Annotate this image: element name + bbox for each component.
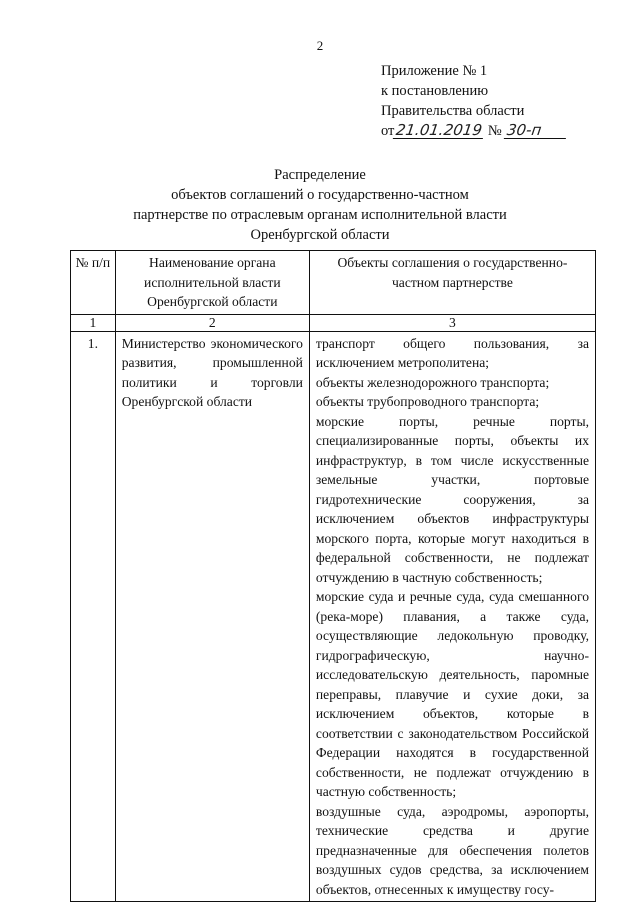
- date-signature: 21.01.2019: [395, 121, 484, 139]
- title-line-3: партнерстве по отраслевым органам исполнительной власти: [133, 207, 507, 223]
- object-item: объекты железнодорожного транспорта;: [315, 374, 550, 390]
- document-title: [0, 165, 640, 245]
- table-row: [71, 331, 596, 902]
- column-number-3: 3: [309, 314, 595, 331]
- object-item: морские порты, речные порты, специализированные порты, объекты их инфраструктур, в том числе искусственные земельные участки, портовые гидротехнические сооружения, за исключением объектов инфраструктуры морского порта, которые могут находиться в федеральной собственности, не подлежат отчуждению в частную собственность;: [315, 413, 589, 585]
- number-label: №: [487, 123, 502, 139]
- header-number: № п/п: [71, 251, 116, 315]
- title-line-4: Оренбургской области: [250, 227, 390, 243]
- object-item: морские суда и речные суда, суда смешанного (река-море) плавания, а также суда, осуществляющие ледокольную проводку, гидрографическую, научно-исследовательскую деятельность, паромные переправы, плавучие и сухие доки, за исключением объектов, которые в соответствии с законодательством Российской Федерации находятся в государственной собственности, не подлежат отчуждению в частную собственность;: [315, 589, 589, 799]
- from-label: от: [381, 123, 395, 139]
- column-number-1: 1: [71, 314, 116, 331]
- column-numbers-row: [71, 314, 596, 331]
- page-number: 2: [316, 38, 324, 53]
- row-organ: Министерство экономического развития, промышленной политики и торговли Оренбургской области: [115, 331, 309, 902]
- table-header-row: [71, 251, 596, 315]
- distribution-table: [70, 250, 596, 902]
- row-number: 1.: [71, 331, 116, 902]
- row-objects: [309, 331, 595, 902]
- column-number-2: 2: [115, 314, 309, 331]
- object-item: транспорт общего пользования, за исключением метрополитена;: [315, 335, 589, 370]
- appendix-line-1: Приложение № 1: [381, 63, 488, 79]
- appendix-block: [381, 61, 567, 141]
- header-objects: Объекты соглашения о государственно-частном партнерстве: [309, 251, 595, 315]
- header-organ: Наименование органа исполнительной власти Оренбургской области: [115, 251, 309, 315]
- object-item: воздушные суда, аэродромы, аэропорты, технические средства и другие предназначенные для обеспечения полетов воздушных судов средства, за исключением объектов, отнесенных к имуществу госу-: [315, 803, 589, 897]
- appendix-line-2: к постановлению: [381, 83, 489, 99]
- title-line-2: объектов соглашений о государственно-частном: [171, 187, 469, 203]
- number-signature: 30-п: [504, 122, 568, 139]
- appendix-line-3: Правительства области: [381, 103, 525, 119]
- appendix-date-line: [381, 121, 567, 141]
- object-item: объекты трубопроводного транспорта;: [315, 394, 540, 409]
- title-line-1: Распределение: [274, 167, 366, 183]
